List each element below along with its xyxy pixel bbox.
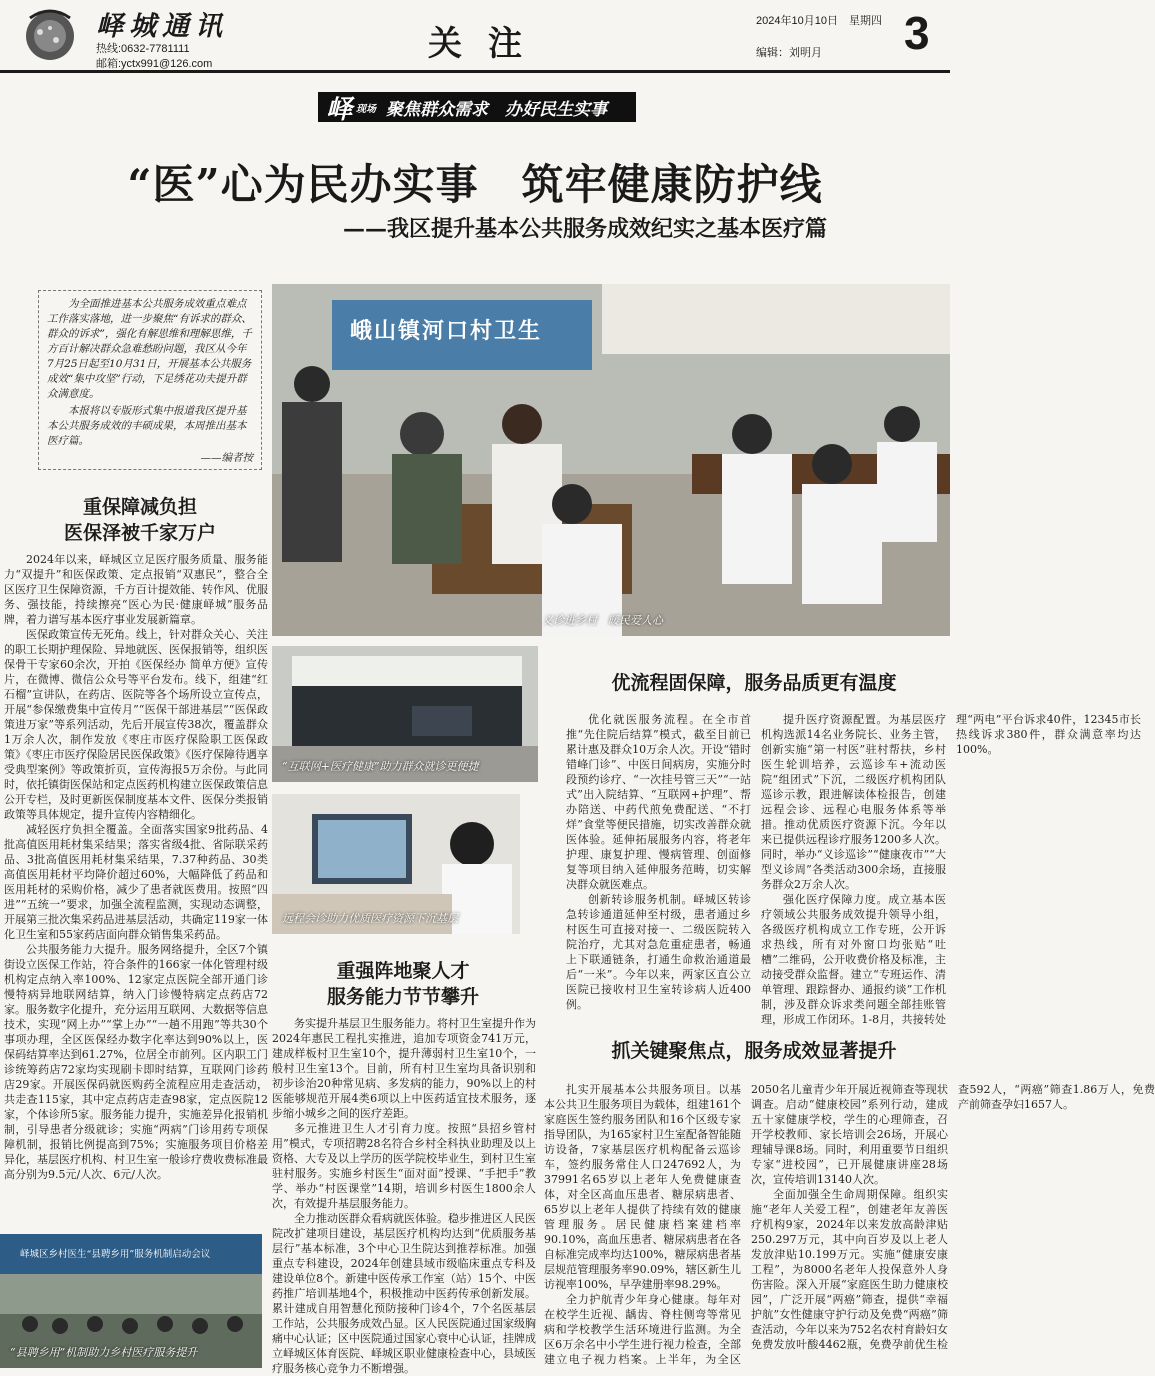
section1-title-line1: 重保障减负担: [82, 496, 197, 518]
banner-slogan: 聚焦群众需求 办好民生实事: [386, 99, 608, 120]
editor-note-signature: ——编者按: [200, 452, 253, 464]
paragraph: 公共服务能力大提升。服务网络提升，全区7个镇街设立医保工作站，符合条件的166家一体化管理村级机构定点纳入率100%、12家定点医院全部开通门诊慢特病异地联网结算，纳入门诊慢特病定点药店72家。服务数字化提升，充分运用互联网、大数据等信息技术，实现“网上办”“掌上办”“一趟不用跑”等共30个事项办理，全区医保经办数字化率达到90%以上，医保码结算率达到61.27%，位居全市前列。区内职工门诊统筹药店72家均实现刷卡即时结算，互联网门诊药店29家。开展医保码就医购药全流程应用走查活动，共走查115家，其中定点药店走查98家，定点医院12家，个体诊所5家。服务能力提升，实施差异化报销机制，引导患者分级就诊；实施“两病”门诊用药专项保障机制，报销比例提高到75%；实施服务项目价格差异化，基层医疗机构、村卫生室一般诊疗费收费标准最高分别为9.5元/人次、6元/人次。: [4, 943, 268, 1181]
clinic-sign: 峨山镇河口村卫生: [350, 318, 543, 344]
issue-date: 2024年10月10日 星期四: [756, 15, 882, 27]
paragraph: 优化就医服务流程。在全市首推“先住院后结算”模式，截至目前已累计惠及群众10万余人次。开设“错时错峰门诊”、中医日间病房，实施分时段预约诊疗、“一次挂号管三天”“一站式”出入院结算、“互联网+护理”、帮办陪送、中药代煎免费配送、“不打烊”食堂等便民措施，切实改善群众就医体验。延伸拓展服务内容，将老年护理、康复护理、慢病管理、创面修复等项目纳入延伸服务范畴，切实解决群众就医难点。: [566, 713, 751, 891]
paragraph: 创新转诊服务机制。峄城区转诊急转诊通道延伸至村级，患者通过乡村医生可直接对接一、二级医院转入院治疗，尤其对急危重症患者，畅通上下联通链条，打通生命救治通道最后“一米”。今年以来，两家区直公立医院已接收村卫生室转诊病人近400例。: [566, 893, 751, 1011]
editor-note-para: 为全面推进基本公共服务成效重点难点工作落实落地，进一步聚焦“有诉求的群众、群众的诉求”，强化有解思维和理解思维，千方百计解决群众急难愁盼问题，我区从今年7月25日起至10月31日，开展基本公共服务成效“集中攻坚”行动，下足绣花功夫提升群众满意度。: [47, 298, 252, 400]
editor-note-para: 本报将以专版形式集中报道我区提升基本公共服务成效的丰硕成果，本周推出基本医疗篇。: [47, 405, 247, 447]
headline: “医”心为民办实事 筑牢健康防护线: [127, 160, 823, 209]
pharmacy-photo: [272, 646, 538, 782]
column-banner: [318, 92, 636, 125]
paragraph: 提升医疗资源配置。为基层医疗机构选派14名业务院长、业务主管，创新实施“第一村医”驻村帮扶，乡村医生轮训培养，云巡诊车+流动医院“组团式”下沉，二级医疗机构团队巡诊示教，跟进解读体检报告，创建远程会诊、远程心电服务体系等举措。推动优质医疗资源下沉。今年以来已提供远程诊疗服务1200多人次。同时，举办“义诊巡诊”“健康夜市”“大型义诊周”各类活动300余场，直接服务群众2万余人次。: [761, 713, 946, 891]
header-rule: [0, 70, 950, 73]
section3-body: [566, 712, 1141, 1032]
section-name: 关注: [428, 24, 548, 64]
subheadline: ——我区提升基本公共服务成效纪实之基本医疗篇: [342, 216, 827, 242]
paragraph: 全力推动医群众看病就医体验。稳步推进区人民医院改扩建项目建设，基层医疗机构均达到“优质服务基层行”基本标准，3个中心卫生院达到推荐标准。加强重点专科建设，2024年创建县域市级临床重点专科及建设单位8个。新建中医传承工作室（站）15个、中医药推广培训基地4个，积极推动中医药传承创新发展。累计建成自用智慧化预防接种门诊4个，7个名医基层工作站，公共服务成效凸显。区人民医院通过国家级胸痛中心认证；区中医院通过国家心衰中心认证，挂牌成立峄城区体育医院、峄城区职业健康检查中心，县域医疗服务核心竞争力不断增强。: [272, 1212, 536, 1375]
main-photo: [272, 284, 950, 636]
section1-title-line2: 医保泽被千家万户: [63, 522, 216, 544]
section2-title: [272, 958, 534, 1010]
telemedicine-photo-caption: 远程会诊助力优质医疗资源下沉基层: [282, 912, 458, 925]
email: 邮箱:yctx991@126.com: [96, 58, 213, 70]
section4-body: [544, 1082, 1155, 1368]
section4-title: 抓关键聚焦点，服务成效显著提升: [611, 1040, 897, 1062]
pharmacy-photo-caption: “互联网+医疗健康”助力群众就诊更便捷: [282, 760, 479, 773]
editor-note: [38, 290, 262, 470]
page-editor: 编辑：刘明月: [756, 47, 822, 59]
section1-title: [10, 494, 270, 546]
section2-title-line2: 服务能力节节攀升: [326, 986, 479, 1008]
paragraph: 务实提升基层卫生服务能力。将村卫生室提升作为2024年惠民工程扎实推进，追加专项资金741万元，建成样板村卫生室10个，提升薄弱村卫生室10个，一般村卫生室13个。目前，所有村卫生室均具备识别和初步诊治20种常见病、多发病的能力，90%以上的村医能够规范开展4类6项以上中医药适宜技术服务，逐步缩小城乡之间的医疗差距。: [272, 1017, 536, 1120]
paragraph: 多元推进卫生人才引育力度。按照“县招乡管村用”模式，专项招聘28名符合乡村全科执业助理及以上资格、大专及以上学历的医学院校毕业生，到村卫生室驻村服务。实施乡村医生“面对面”授课、“手把手”教学、举办“村医课堂”14期，培训乡村医生1800余人次，有效提升基层服务能力。: [272, 1122, 536, 1210]
meeting-banner: 峄城区乡村医生“县聘乡用”服务机制启动会议: [20, 1249, 211, 1260]
main-photo-caption: 义诊进乡村 暖民爱人心: [542, 614, 663, 627]
paragraph: 强化医疗保障力度。成立基本医疗领域公共服务成效提升领导小组，各级医疗机构成立工作专班，公开诉求热线，所有对外窗口均张贴“吐槽”二维码，公开收费价格及标准，主动接受群众监督。建立“专班运作、清单管理、跟踪督办、通报约谈”工作机制，涉及群众诉求类问题全部挂账管理，形成工作闭环。1-8月，共接转处理“两电”平台诉求40件，12345市长热线诉求380件，群众满意率均达100%。: [761, 713, 1141, 1026]
paragraph: 全力护航青少年身心健康。每年对在校学生近视、龋齿、脊柱侧弯等常见病和学校教学生活环境进行监测。为全区6万余名中小学生进行视力检查，全部建立电子视力档案。上半年，为全区2050名儿童青少年开展近视筛查等现状调查。启动“健康校园”系列行动，建成五十家健康学校，学生的心理筛查，召开学校教师、家长培训会26场，开展心理辅导课8场。同时，利用重要节日组织专家“进校园”，已开展健康讲座28场次，宣传培训13140人次。: [544, 1083, 948, 1366]
telemedicine-photo: [272, 794, 520, 934]
banner-logo-small: 现场: [356, 103, 377, 115]
meeting-photo: [0, 1234, 262, 1368]
section3-title: 优流程固保障，服务品质更有温度: [611, 672, 897, 694]
paragraph: 扎实开展基本公共服务项目。以基本公共卫生服务项目为载体，组建161个家庭医生签约服务团队和16个区级专家指导团队，为165家村卫生室配备智能随访设备，7家基层医疗机构配备云巡诊车，签约服务常住人口247692人，为37991名65岁以上老年人免费健康查体，对全区高血压患者、糖尿病患者、65岁以上老年人提供了持续有效的健康管理服务。居民健康档案建档率90.10%，高血压患者、糖尿病患者在各自标准完成率均达100%，糖尿病患者基层规范管理服务率90.09%，辖区新生儿访视率100%，早孕建册率98.29%。: [544, 1083, 741, 1291]
meeting-photo-caption: “县聘乡用”机制助力乡村医疗服务提升: [10, 1346, 198, 1359]
section1-body: [4, 552, 268, 1222]
banner-logo-char: 峄: [326, 94, 353, 125]
paragraph: 减轻医疗负担全覆盖。全面落实国家9批药品、4批高值医用耗材集采结果；落实省级4批、省际联采药品、3批高值医用耗材集采结果，7.37种药品、30类高值医用耗材平均降价超过60%，大幅降低了药品和医用耗材的采购价格，减少了患者就医费用。按照“四进”“五统一”要求，加强全流程监测，实现动态调整，开展第三批次集采药品进基层活动，共确定119家一体化卫生室和55家药店面向群众销售集采药品。: [4, 823, 268, 941]
section2-title-line1: 重强阵地聚人才: [336, 960, 470, 982]
masthead-title: 峄城通讯: [96, 11, 228, 42]
section2-body: [272, 1016, 536, 1375]
masthead-logo: [10, 6, 90, 66]
paragraph: 全面加强全生命周期保障。组织实施“老年人关爱工程”，创建老年友善医疗机构9家，2024年以来发放高龄津贴250.297万元，其中向百岁及以上老人发放津贴10.199万元。实施“健康安康工程”，为8000名老年人投保意外人身伤害险。深入开展“家庭医生助力健康校园”，广泛开展“两癌”筛查，提供“幸福护航”女性健康守护行动及免费“两癌”筛查活动，今年以来为752名农村育龄妇女免费发放叶酸4462瓶，免费孕前优生检查592人，“两癌”筛查1.86万人，免费产前筛查孕妇1657人。: [751, 1083, 1155, 1351]
hotline: 热线:0632-7781111: [96, 43, 190, 55]
page-number: 3: [904, 7, 930, 59]
paragraph: 医保政策宣传无死角。线上，针对群众关心、关注的职工长期护理保险、异地就医、医保报销等，组织医保骨干专家60余次，开拍《医保经办 简单方便》宣传片，在微博、微信公众号等平台发布。线下，组建“红石榴”宣讲队，在药店、医院等各个场所设立宣传点，开展“参保缴费集中宣传月”“医保干部进基层”“医保政策进万家”等系列活动，先后开展宣传38次，覆盖群众1万余人次，制作发放《枣庄市医疗保险职工医保政策》《枣庄市医疗保险居民医保政策》《医疗保障待遇享受典型案例》等政策折页，宣传海报5万余份。与此同时，依托镇街医保站和定点医药机构建立医保政策信息公开专栏，及时更新医保制度基本文件、医保分类报销政策等具体规定，提升宣传内容精细化。: [4, 628, 268, 821]
paragraph: 2024年以来，峄城区立足医疗服务质量、服务能力“双提升”和医保政策、定点报销“双惠民”，整合全区医疗卫生保障资源，千方百计提效能、转作风、优服务、强技能，持续擦亮“医心为民·健康峄城”服务品牌，着力谱写基本医疗事业发展新篇章。: [4, 553, 268, 626]
